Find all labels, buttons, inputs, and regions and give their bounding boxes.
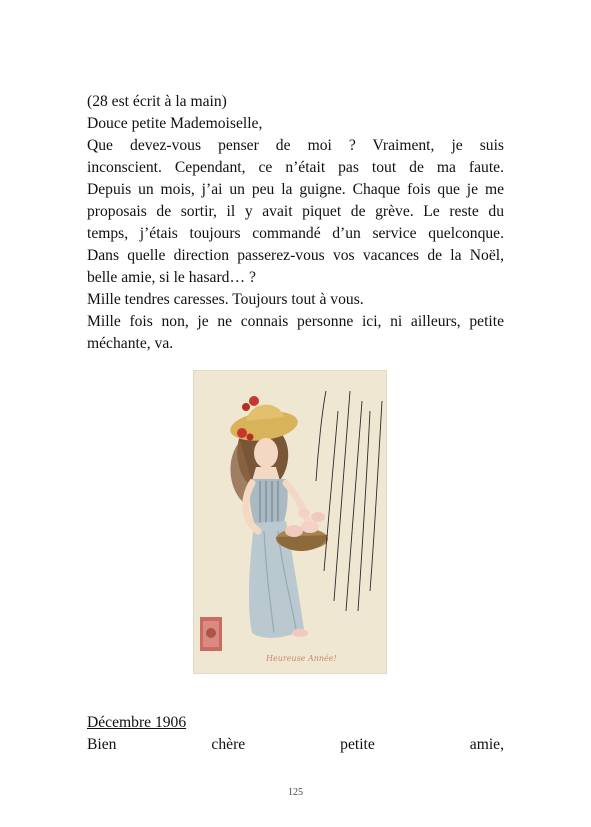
page-number: 125: [288, 787, 303, 798]
paragraph-line: belle amie, si le hasard… ?: [87, 269, 256, 286]
greeting: Bien chère petite amie,: [87, 736, 504, 753]
paragraph-line: Dans quelle direction passerez-vous vos vacances de la Noël,: [87, 247, 504, 264]
postcard-caption: Heureuse Année!: [266, 654, 337, 663]
letter2: [87, 712, 504, 756]
paragraph-line: inconscient. Cependant, ce n’était pas tout de ma faute.: [87, 159, 504, 176]
postcard-illustration: [194, 371, 386, 673]
postage-stamp: [200, 617, 222, 651]
paragraph-line: Mille fois non, je ne connais personne ici, ni ailleurs, petite: [87, 313, 504, 330]
salutation: Douce petite Mademoiselle,: [87, 115, 263, 132]
paragraph-line: Depuis un mois, j’ai un peu la guigne. Chaque fois que je me: [87, 181, 504, 198]
paragraph-line: temps, j’étais toujours commandé d’un service quelconque.: [87, 225, 504, 242]
letter-date: Décembre 1906: [87, 714, 187, 731]
paragraph-line: Que devez-vous penser de moi ? Vraiment, je suis: [87, 137, 504, 154]
letter-body: [87, 91, 504, 355]
paragraph-line: méchante, va.: [87, 335, 174, 352]
closing-line: Mille tendres caresses. Toujours tout à vous.: [87, 291, 364, 308]
paragraph-line: proposais de sortir, il y avait piquet de grève. Le reste du: [87, 203, 504, 220]
note-handwritten: (28 est écrit à la main): [87, 93, 227, 110]
postcard-image: [194, 371, 386, 673]
